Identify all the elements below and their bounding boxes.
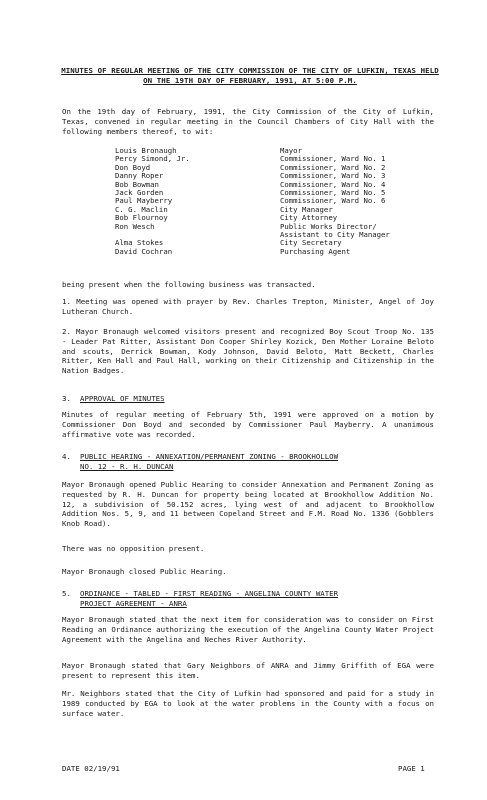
roster-role: Purchasing Agent bbox=[280, 246, 351, 256]
closed-hearing-text: Mayor Bronaugh closed Public Hearing. bbox=[62, 567, 227, 576]
roster-name: Bob Flournoy bbox=[115, 213, 168, 223]
roster-name: Percy Simond, Jr. bbox=[115, 154, 190, 164]
roster-name: David Cochran bbox=[115, 246, 173, 256]
item-3-heading bbox=[62, 394, 436, 404]
item-3-text: Minutes of regular meeting of February 5th, 1991 were approved on a motion by Commissioner Don Boyd and seconded by Commissioner Paul Mayberry. A unanimous affirmative vote was recorded. bbox=[62, 410, 434, 439]
roster-role: Mayor bbox=[280, 146, 302, 155]
no-opposition-text: There was no opposition present. bbox=[62, 544, 205, 553]
roster-name: Bob Bowman bbox=[115, 179, 159, 189]
roster-name: Louis Bronaugh bbox=[115, 146, 177, 155]
roster-role: Assistant to City Manager bbox=[280, 230, 390, 240]
item-3-number: 3. bbox=[62, 394, 71, 403]
item-5-heading bbox=[62, 589, 436, 609]
item-5-text-2: Mayor Bronaugh stated that Gary Neighbors of ANRA and Jimmy Griffith of EGA were present to represent this item. bbox=[62, 661, 434, 680]
item-5-text: Mayor Bronaugh stated that the next item for consideration was to consider on First Reading an Ordinance authorizing the execution of the Angelina County Water Project Agreement with the Angelina and Neches River Authority. bbox=[62, 615, 434, 644]
item-1-prayer: 1. Meeting was opened with prayer by Rev. Charles Trepton, Minister, Angel of Joy Lutheran Church. bbox=[62, 297, 434, 316]
roster-role: Commissioner, Ward No. 1 bbox=[280, 154, 386, 164]
footer-page-number: PAGE 1 bbox=[398, 764, 425, 773]
footer-date: DATE 02/19/91 bbox=[62, 764, 120, 773]
roster-name: C. G. Maclin bbox=[115, 204, 168, 214]
roster-name: Paul Mayberry bbox=[115, 196, 173, 206]
item-5-title-b: PROJECT AGREEMENT - ANRA bbox=[80, 598, 187, 608]
roster-name: Ron Wesch bbox=[115, 221, 155, 231]
roster-role: Commissioner, Ward No. 3 bbox=[280, 171, 386, 181]
roster-row bbox=[115, 248, 455, 256]
item-4-title-b: NO. 12 - R. H. DUNCAN bbox=[80, 461, 174, 471]
roster-role: City Secretary bbox=[280, 238, 342, 248]
roster-name: Jack Gorden bbox=[115, 188, 164, 198]
item-5-title-a: ORDINANCE - TABLED - FIRST READING - ANGELINA COUNTY WATER bbox=[80, 589, 339, 598]
roster-role: Commissioner, Ward No. 5 bbox=[280, 188, 386, 198]
being-present-text: being present when the following business was transacted. bbox=[62, 280, 316, 289]
item-5-number: 5. bbox=[62, 589, 71, 598]
roster-role: City Attorney bbox=[280, 213, 338, 223]
roster-role: Commissioner, Ward No. 6 bbox=[280, 196, 386, 206]
item-4-heading bbox=[62, 452, 436, 472]
item-4-title-a: PUBLIC HEARING - ANNEXATION/PERMANENT ZONING - BROOKHOLLOW bbox=[80, 452, 339, 461]
intro-paragraph: On the 19th day of February, 1991, the City Commission of the City of Lufkin, Texas, convened in regular meeting in the Council Chambers of City Hall with the following members thereof, to wit: bbox=[62, 107, 434, 136]
item-2-visitors: 2. Mayor Bronaugh welcomed visitors present and recognized Boy Scout Troop No. 135 - Leader Pat Ritter, Assistant Don Cooper Shirley Kozick, Den Mother Loraine Beloto and scouts, Derrick Bowman, Kody Johnson, David Beloto, Matt Beckett, Charles Ritter, Ken Hall and Paul Hall, working on their Citizenship and Citizenship in the Nation Badges. bbox=[62, 327, 434, 376]
item-4-number: 4. bbox=[62, 452, 71, 461]
roster-name: Don Boyd bbox=[115, 162, 151, 172]
item-4-text: Mayor Bronaugh opened Public Hearing to consider Annexation and Permanent Zoning as requested by R. H. Duncan for property being located at Brookhollow Addition No. 12, a subdivision of 50.152 acres, lying west of and adjacent to Brookhollow Addition Nos. 5, 9, and 11 between Copeland Street and F.M. Road No. 1336 (Gobblers Knob Road). bbox=[62, 480, 434, 529]
roster-role: Commissioner, Ward No. 2 bbox=[280, 162, 386, 172]
item-3-title: APPROVAL OF MINUTES bbox=[80, 394, 165, 403]
roster-role: Public Works Director/ bbox=[280, 221, 377, 231]
attendance-roster bbox=[115, 147, 455, 256]
roster-role: Commissioner, Ward No. 4 bbox=[280, 179, 386, 189]
roster-name: Danny Roper bbox=[115, 171, 164, 181]
roster-role: City Manager bbox=[280, 204, 333, 214]
minutes-title: MINUTES OF REGULAR MEETING OF THE CITY COMMISSION OF THE CITY OF LUFKIN, TEXAS HELD ON THE 19TH DAY OF FEBRUARY, 1991, AT 5:00 P.M. bbox=[61, 66, 439, 85]
item-5-text-3: Mr. Neighbors stated that the City of Lufkin had sponsored and paid for a study in 1989 conducted by EGA to look at the water problems in the County with a focus on surface water. bbox=[62, 689, 434, 718]
roster-name: Alma Stokes bbox=[115, 238, 164, 248]
